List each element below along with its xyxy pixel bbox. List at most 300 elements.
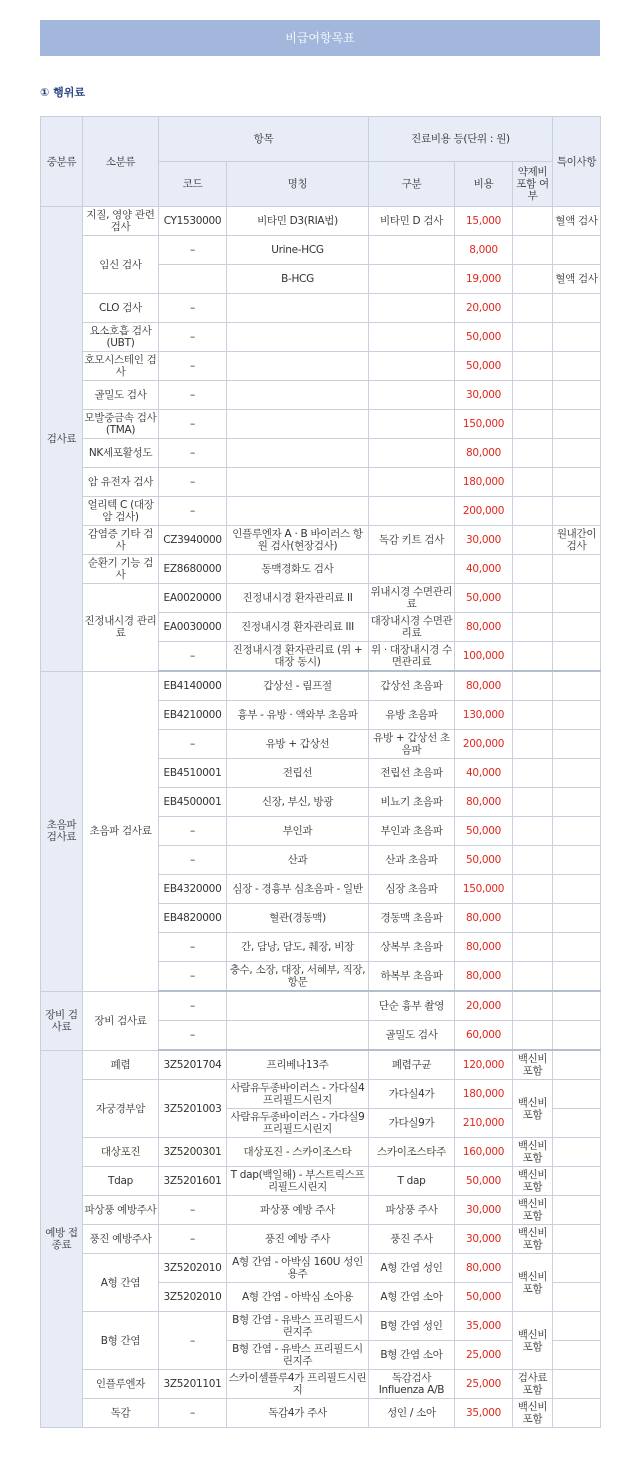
subcategory-cell: 파상풍 예방주사 [83,1196,159,1225]
code-cell: – [159,817,227,846]
cost-cell: 180,000 [455,468,513,497]
code-cell: – [159,323,227,352]
type-cell: 풍진 주사 [369,1225,455,1254]
table-row [41,1080,601,1109]
page-title: 비급여항목표 [40,20,600,56]
type-cell: 유방 초음파 [369,701,455,730]
table-row [41,1399,601,1428]
name-cell [227,410,369,439]
subcategory-cell: 임신 검사 [83,236,159,294]
drug-cell [513,497,553,526]
table-row [41,1225,601,1254]
type-cell: 대장내시경 수면관리료 [369,613,455,642]
code-cell: EA0030000 [159,613,227,642]
name-cell [227,294,369,323]
code-cell: EA0020000 [159,584,227,613]
drug-cell [513,352,553,381]
note-cell [553,1167,601,1196]
type-cell: 폐렴구균 [369,1050,455,1080]
header-cost: 비용 [455,162,513,207]
cost-cell: 50,000 [455,352,513,381]
note-cell [553,1109,601,1138]
code-cell: – [159,468,227,497]
subcategory-cell: NK세포활성도 [83,439,159,468]
drug-cell [513,439,553,468]
drug-cell [513,410,553,439]
code-cell: – [159,497,227,526]
code-cell: – [159,381,227,410]
subcategory-cell: 지질, 영양 관련 검사 [83,207,159,236]
note-cell [553,991,601,1021]
code-cell: 3Z5201601 [159,1167,227,1196]
note-cell [553,1341,601,1370]
code-cell: EZ8680000 [159,555,227,584]
drug-cell [513,236,553,265]
code-cell: – [159,846,227,875]
code-cell: – [159,991,227,1021]
name-cell: 전립선 [227,759,369,788]
header-category: 중분류 [41,117,83,207]
category-cell: 예방 접종료 [41,1050,83,1428]
cost-cell: 30,000 [455,1225,513,1254]
name-cell: B형 간염 - 유박스 프리필드시린지주 [227,1341,369,1370]
note-cell [553,817,601,846]
note-cell [553,1370,601,1399]
drug-cell: 백신비 포함 [513,1050,553,1080]
type-cell [369,497,455,526]
note-cell [553,933,601,962]
name-cell [227,468,369,497]
cost-cell: 150,000 [455,875,513,904]
type-cell: T dap [369,1167,455,1196]
subcategory-cell: 인플루엔자 [83,1370,159,1399]
type-cell: 하복부 초음파 [369,962,455,992]
name-cell: 갑상선 - 림프절 [227,671,369,701]
drug-cell [513,671,553,701]
type-cell: 성인 / 소아 [369,1399,455,1428]
name-cell: 진정내시경 환자관리료 III [227,613,369,642]
subcategory-cell: Tdap [83,1167,159,1196]
drug-cell [513,1021,553,1051]
drug-cell [513,846,553,875]
name-cell [227,1021,369,1051]
type-cell: 독감검사 Influenza A/B [369,1370,455,1399]
name-cell: 산과 [227,846,369,875]
name-cell: T dap(백일해) - 부스트릭스프리필드시린지 [227,1167,369,1196]
note-cell [553,497,601,526]
subcategory-cell: 골밀도 검사 [83,381,159,410]
table-row [41,381,601,410]
type-cell [369,265,455,294]
cost-cell: 180,000 [455,1080,513,1109]
header-name: 명칭 [227,162,369,207]
section-title: ① 행위료 [40,86,86,99]
note-cell [553,410,601,439]
drug-cell [513,701,553,730]
code-cell: EB4140000 [159,671,227,701]
note-cell [553,1080,601,1109]
subcategory-cell: 감염증 기타 검사 [83,526,159,555]
name-cell: 부인과 [227,817,369,846]
type-cell: B형 간염 소아 [369,1341,455,1370]
table-row [41,1370,601,1399]
type-cell: B형 간염 성인 [369,1312,455,1341]
drug-cell [513,904,553,933]
note-cell [553,613,601,642]
note-cell [553,1225,601,1254]
cost-cell: 35,000 [455,1399,513,1428]
note-cell [553,1138,601,1167]
type-cell [369,555,455,584]
code-cell: CZ3940000 [159,526,227,555]
subcategory-cell: 요소호흡 검사(UBT) [83,323,159,352]
name-cell [227,352,369,381]
cost-cell: 80,000 [455,788,513,817]
drug-cell [513,584,553,613]
code-cell: EB4210000 [159,701,227,730]
name-cell: 간, 담낭, 담도, 췌장, 비장 [227,933,369,962]
drug-cell [513,642,553,672]
type-cell [369,323,455,352]
code-cell: EB4320000 [159,875,227,904]
subcategory-cell: 자궁경부암 [83,1080,159,1138]
name-cell: 사람유두종바이러스 - 가다실4프리필드시린지 [227,1080,369,1109]
name-cell: 풍진 예방 주사 [227,1225,369,1254]
name-cell: 사람유두종바이러스 - 가다실9프리필드시린지 [227,1109,369,1138]
subcategory-cell: 진정내시경 관리료 [83,584,159,672]
name-cell: B-HCG [227,265,369,294]
name-cell: 신장, 부신, 방광 [227,788,369,817]
name-cell [227,381,369,410]
cost-cell: 50,000 [455,1283,513,1312]
cost-cell: 50,000 [455,817,513,846]
note-cell [553,730,601,759]
table-row [41,236,601,265]
drug-cell: 백신비 포함 [513,1254,553,1312]
table-row [41,352,601,381]
type-cell: 비뇨기 초음파 [369,788,455,817]
name-cell: 프리베나13주 [227,1050,369,1080]
table-row [41,207,601,236]
cost-cell: 50,000 [455,584,513,613]
note-cell [553,904,601,933]
cost-cell: 200,000 [455,497,513,526]
header-note: 특이사항 [553,117,601,207]
cost-cell: 80,000 [455,962,513,992]
cost-cell: 15,000 [455,207,513,236]
type-cell: 가다실4가 [369,1080,455,1109]
cost-cell: 40,000 [455,555,513,584]
code-cell: 3Z5202010 [159,1254,227,1283]
subcategory-cell: 폐렴 [83,1050,159,1080]
type-cell: 상복부 초음파 [369,933,455,962]
cost-cell: 80,000 [455,671,513,701]
type-cell [369,439,455,468]
table-row [41,1312,601,1341]
code-cell: – [159,933,227,962]
name-cell: B형 간염 - 유박스 프리필드시린지주 [227,1312,369,1341]
code-cell: – [159,352,227,381]
code-cell: 3Z5201101 [159,1370,227,1399]
name-cell: 스카이셀플루4가 프리필드시린지 [227,1370,369,1399]
table-row [41,1167,601,1196]
code-cell: CY1530000 [159,207,227,236]
subcategory-cell: 대상포진 [83,1138,159,1167]
note-cell [553,1021,601,1051]
table-row [41,555,601,584]
code-cell: – [159,410,227,439]
name-cell: 파상풍 예방 주사 [227,1196,369,1225]
drug-cell: 백신비 포함 [513,1080,553,1138]
note-cell [553,642,601,672]
name-cell: 충수, 소장, 대장, 서혜부, 직장, 항문 [227,962,369,992]
code-cell: 3Z5200301 [159,1138,227,1167]
code-cell: – [159,1021,227,1051]
table-row [41,1254,601,1283]
table-row [41,468,601,497]
note-cell [553,759,601,788]
note-cell: 원내간이 검사 [553,526,601,555]
code-cell: – [159,439,227,468]
code-cell: – [159,962,227,992]
name-cell: 동맥경화도 검사 [227,555,369,584]
type-cell: A형 간염 성인 [369,1254,455,1283]
note-cell [553,439,601,468]
name-cell: 대상포진 - 스카이조스타 [227,1138,369,1167]
code-cell: EB4820000 [159,904,227,933]
note-cell [553,1196,601,1225]
table-row [41,1138,601,1167]
code-cell: 3Z5201003 [159,1080,227,1138]
cost-cell: 120,000 [455,1050,513,1080]
table-row [41,323,601,352]
type-cell: 전립선 초음파 [369,759,455,788]
name-cell: 비타민 D3(RIA법) [227,207,369,236]
name-cell: 인플루엔자 A · B 바이러스 항원 검사(현장검사) [227,526,369,555]
note-cell [553,846,601,875]
name-cell [227,991,369,1021]
code-cell: – [159,1312,227,1370]
type-cell: 위내시경 수면관리료 [369,584,455,613]
cost-cell: 50,000 [455,846,513,875]
table-row [41,991,601,1021]
note-cell [553,294,601,323]
table-row [41,526,601,555]
drug-cell [513,323,553,352]
name-cell: 혈관(경동맥) [227,904,369,933]
table-row [41,294,601,323]
type-cell: 비타민 D 검사 [369,207,455,236]
type-cell [369,352,455,381]
note-cell: 혈액 검사 [553,207,601,236]
name-cell: 유방 + 갑상선 [227,730,369,759]
name-cell: A형 간염 - 아박심 160U 성인용주 [227,1254,369,1283]
note-cell [553,962,601,992]
cost-cell: 25,000 [455,1370,513,1399]
code-cell: – [159,236,227,265]
cost-cell: 150,000 [455,410,513,439]
drug-cell [513,759,553,788]
subcategory-cell: CLO 검사 [83,294,159,323]
table-row [41,497,601,526]
subcategory-cell: 호모시스테인 검사 [83,352,159,381]
code-cell: EB4500001 [159,788,227,817]
code-cell: – [159,294,227,323]
type-cell [369,236,455,265]
name-cell: 흉부 - 유방 · 액와부 초음파 [227,701,369,730]
cost-cell: 80,000 [455,933,513,962]
cost-cell: 50,000 [455,323,513,352]
fee-table [40,116,601,1428]
table-row [41,1196,601,1225]
type-cell [369,468,455,497]
drug-cell [513,875,553,904]
table-row [41,584,601,613]
note-cell [553,671,601,701]
cost-cell: 200,000 [455,730,513,759]
note-cell [553,381,601,410]
table-row [41,439,601,468]
table-row [41,671,601,701]
subcategory-cell: 얼리텍 C (대장암 검사) [83,497,159,526]
code-cell: – [159,1399,227,1428]
subcategory-cell: 초음파 검사료 [83,671,159,991]
category-cell: 검사료 [41,207,83,672]
cost-cell: 80,000 [455,904,513,933]
type-cell: 위 · 대장내시경 수면관리료 [369,642,455,672]
table-row [41,410,601,439]
note-cell [553,236,601,265]
type-cell: 유방 + 갑상선 초음파 [369,730,455,759]
cost-cell: 80,000 [455,613,513,642]
type-cell: 독감 키트 검사 [369,526,455,555]
subcategory-cell: 순환기 기능 검사 [83,555,159,584]
note-cell [553,1283,601,1312]
table-row [41,1050,601,1080]
subcategory-cell: 풍진 예방주사 [83,1225,159,1254]
subcategory-cell: 모발중금속 검사(TMA) [83,410,159,439]
drug-cell [513,468,553,497]
name-cell: 심장 - 경흉부 심초음파 - 일반 [227,875,369,904]
note-cell [553,555,601,584]
name-cell: A형 간염 - 아박심 소아용 [227,1283,369,1312]
header-code: 코드 [159,162,227,207]
note-cell [553,875,601,904]
type-cell: 파상풍 주사 [369,1196,455,1225]
drug-cell: 백신비 포함 [513,1225,553,1254]
drug-cell [513,294,553,323]
note-cell [553,1254,601,1283]
drug-cell: 백신비 포함 [513,1167,553,1196]
drug-cell [513,933,553,962]
note-cell [553,788,601,817]
cost-cell: 19,000 [455,265,513,294]
cost-cell: 20,000 [455,294,513,323]
type-cell: 단순 흉부 촬영 [369,991,455,1021]
header-drug: 약제비 포함 여부 [513,162,553,207]
type-cell: 갑상선 초음파 [369,671,455,701]
drug-cell: 백신비 포함 [513,1138,553,1167]
type-cell: 골밀도 검사 [369,1021,455,1051]
note-cell [553,352,601,381]
drug-cell [513,265,553,294]
cost-cell: 80,000 [455,439,513,468]
cost-cell: 80,000 [455,1254,513,1283]
drug-cell [513,962,553,992]
cost-cell: 25,000 [455,1341,513,1370]
code-cell: 3Z5202010 [159,1283,227,1312]
type-cell: 스카이조스타주 [369,1138,455,1167]
header-subcategory: 소분류 [83,117,159,207]
type-cell: 경동맥 초음파 [369,904,455,933]
cost-cell: 60,000 [455,1021,513,1051]
note-cell: 혈액 검사 [553,265,601,294]
cost-cell: 30,000 [455,1196,513,1225]
code-cell: – [159,642,227,672]
note-cell [553,1399,601,1428]
note-cell [553,468,601,497]
subcategory-cell: A형 간염 [83,1254,159,1312]
subcategory-cell: 암 유전자 검사 [83,468,159,497]
type-cell [369,381,455,410]
code-cell: – [159,1196,227,1225]
subcategory-cell: 독감 [83,1399,159,1428]
type-cell [369,294,455,323]
category-cell: 장비 검사료 [41,991,83,1050]
note-cell [553,1050,601,1080]
code-cell: – [159,1225,227,1254]
name-cell: Urine-HCG [227,236,369,265]
header-type: 구분 [369,162,455,207]
name-cell: 진정내시경 환자관리료 (위 + 대장 동시) [227,642,369,672]
code-cell: EB4510001 [159,759,227,788]
type-cell: 산과 초음파 [369,846,455,875]
subcategory-cell: B형 간염 [83,1312,159,1370]
drug-cell [513,991,553,1021]
name-cell: 진정내시경 환자관리료 II [227,584,369,613]
name-cell: 독감4가 주사 [227,1399,369,1428]
drug-cell [513,381,553,410]
cost-cell: 30,000 [455,526,513,555]
drug-cell: 백신비 포함 [513,1399,553,1428]
drug-cell [513,613,553,642]
name-cell [227,497,369,526]
note-cell [553,584,601,613]
cost-cell: 50,000 [455,1167,513,1196]
header-item: 항목 [159,117,369,162]
cost-cell: 20,000 [455,991,513,1021]
type-cell [369,410,455,439]
drug-cell: 검사료 포함 [513,1370,553,1399]
drug-cell: 백신비 포함 [513,1196,553,1225]
cost-cell: 8,000 [455,236,513,265]
code-cell [159,265,227,294]
subcategory-cell: 장비 검사료 [83,991,159,1050]
drug-cell [513,207,553,236]
cost-cell: 130,000 [455,701,513,730]
cost-cell: 100,000 [455,642,513,672]
note-cell [553,701,601,730]
cost-cell: 30,000 [455,381,513,410]
type-cell: 부인과 초음파 [369,817,455,846]
type-cell: 심장 초음파 [369,875,455,904]
note-cell [553,323,601,352]
category-cell: 초음파 검사료 [41,671,83,991]
drug-cell [513,788,553,817]
code-cell: 3Z5201704 [159,1050,227,1080]
cost-cell: 40,000 [455,759,513,788]
cost-cell: 210,000 [455,1109,513,1138]
